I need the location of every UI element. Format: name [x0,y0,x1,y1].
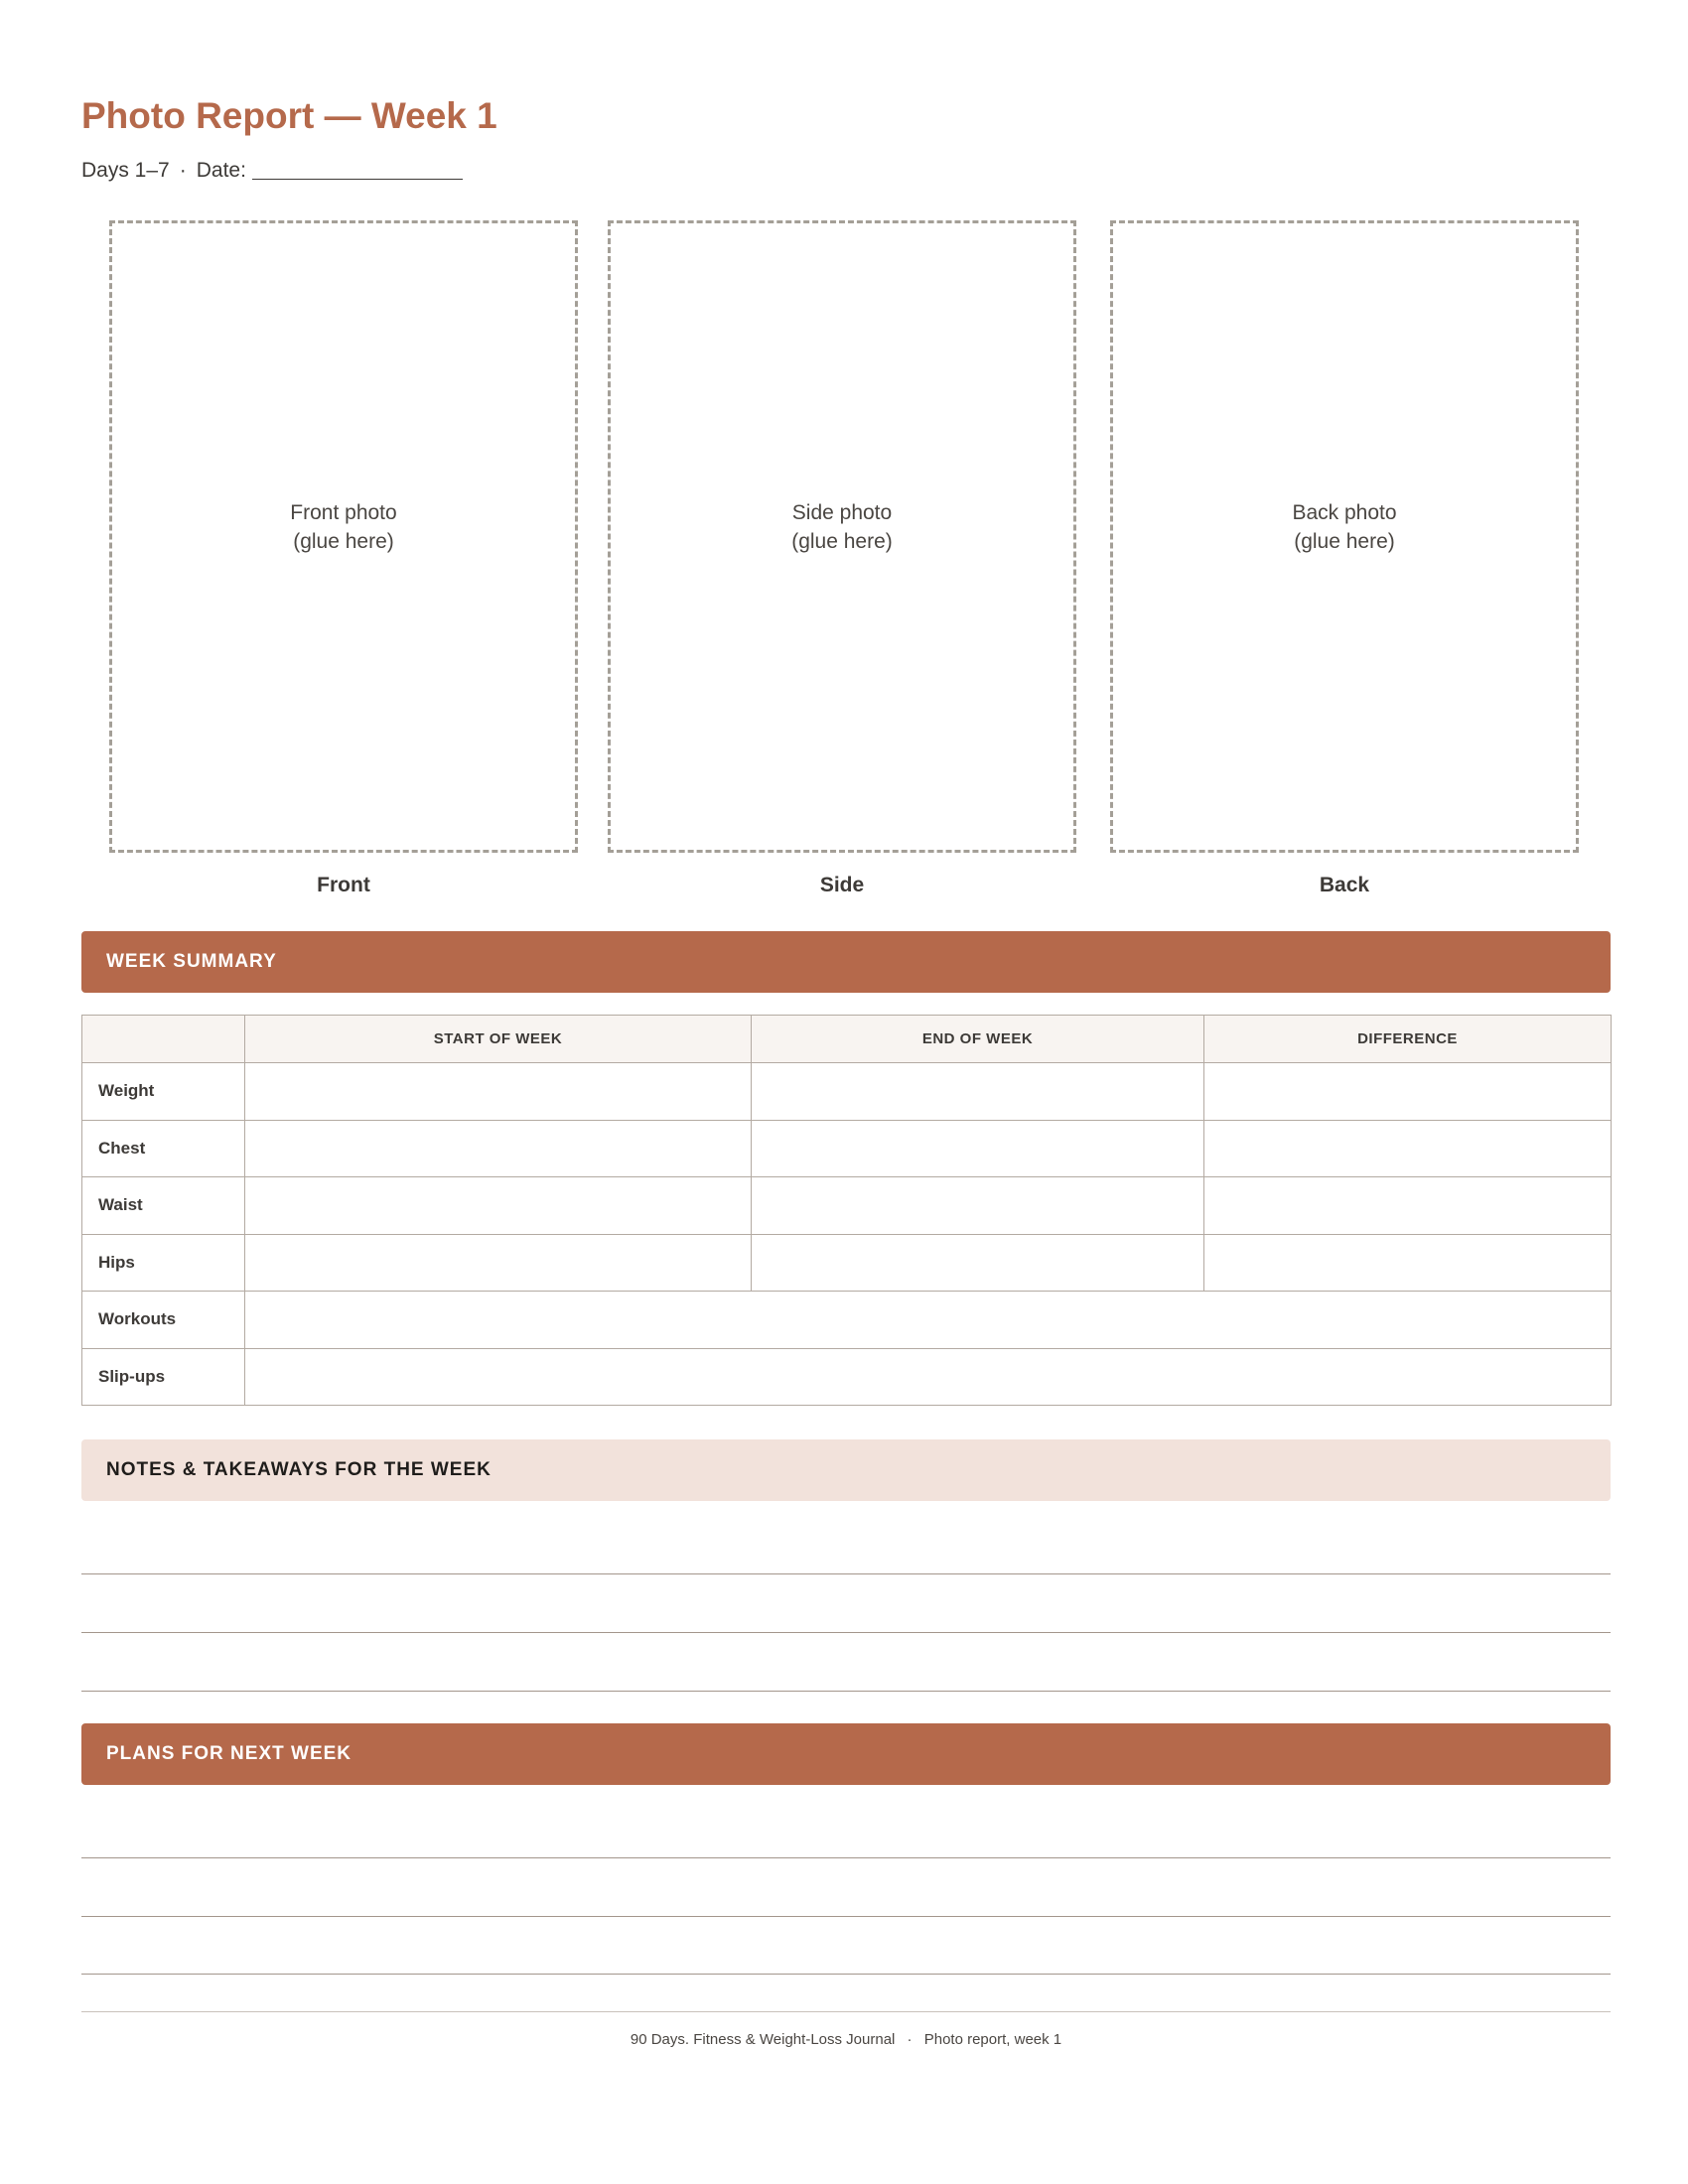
row-label-workouts: Workouts [82,1292,245,1349]
date-label: Date: [196,159,246,182]
row-label-waist: Waist [82,1177,245,1235]
table-row [82,1292,1612,1349]
column-header-difference: DIFFERENCE [1204,1016,1612,1063]
subtitle [81,159,463,183]
page-title: Photo Report — Week 1 [81,95,497,136]
footer-separator: · [907,2031,913,2048]
week-summary-header [81,931,1611,993]
row-label-hips: Hips [82,1234,245,1292]
hips-end-cell[interactable] [752,1234,1204,1292]
notes-header [81,1439,1611,1501]
footer-page-label: Photo report, week 1 [923,2031,1062,2048]
front-photo-label: Front photo [290,500,397,524]
date-field[interactable] [252,178,463,180]
side-caption: Side [819,874,865,896]
front-caption: Front [317,874,370,896]
chest-start-cell[interactable] [245,1120,752,1177]
table-row [82,1177,1612,1235]
side-photo-label: Side photo [791,500,893,524]
table-row [82,1063,1612,1121]
weight-end-cell[interactable] [752,1063,1204,1121]
table-row [82,1234,1612,1292]
column-header-start: START OF WEEK [245,1016,752,1063]
days-range: Days 1–7 [81,159,170,182]
weight-start-cell[interactable] [245,1063,752,1121]
row-label-weight: Weight [82,1063,245,1121]
table-row [82,1348,1612,1406]
weight-difference-cell[interactable] [1204,1063,1612,1121]
front-photo-box[interactable] [109,220,578,853]
waist-end-cell[interactable] [752,1177,1204,1235]
workouts-cell[interactable] [245,1292,1612,1349]
footer-divider [81,2011,1611,2012]
plans-line-1[interactable] [81,1857,1611,1858]
column-header-blank [82,1016,245,1063]
week-summary-title: WEEK SUMMARY [106,951,277,972]
chest-difference-cell[interactable] [1204,1120,1612,1177]
back-photo-box[interactable] [1110,220,1579,853]
back-photo-hint: (glue here) [1294,529,1395,553]
notes-line-3[interactable] [81,1691,1611,1692]
notes-line-1[interactable] [81,1573,1611,1574]
row-label-slip-ups: Slip-ups [82,1348,245,1406]
waist-start-cell[interactable] [245,1177,752,1235]
back-caption: Back [1319,874,1370,896]
hips-difference-cell[interactable] [1204,1234,1612,1292]
chest-end-cell[interactable] [752,1120,1204,1177]
row-label-chest: Chest [82,1120,245,1177]
footer-journal-title: 90 Days. Fitness & Weight-Loss Journal [630,2031,896,2048]
plans-line-3[interactable] [81,1974,1611,1975]
front-photo-hint: (glue here) [293,529,394,553]
side-photo-hint: (glue here) [791,529,893,553]
plans-title: PLANS FOR NEXT WEEK [106,1743,352,1764]
hips-start-cell[interactable] [245,1234,752,1292]
side-photo-box[interactable] [608,220,1076,853]
table-row [82,1120,1612,1177]
slip-ups-cell[interactable] [245,1348,1612,1406]
waist-difference-cell[interactable] [1204,1177,1612,1235]
page-footer [81,2031,1611,2048]
notes-line-2[interactable] [81,1632,1611,1633]
week-summary-table [81,1015,1612,1406]
plans-line-2[interactable] [81,1916,1611,1917]
table-header-row [82,1016,1612,1063]
column-header-end: END OF WEEK [752,1016,1204,1063]
back-photo-label: Back photo [1292,500,1397,524]
separator-dot: · [179,159,187,182]
notes-title: NOTES & TAKEAWAYS FOR THE WEEK [106,1459,492,1480]
plans-header [81,1723,1611,1785]
